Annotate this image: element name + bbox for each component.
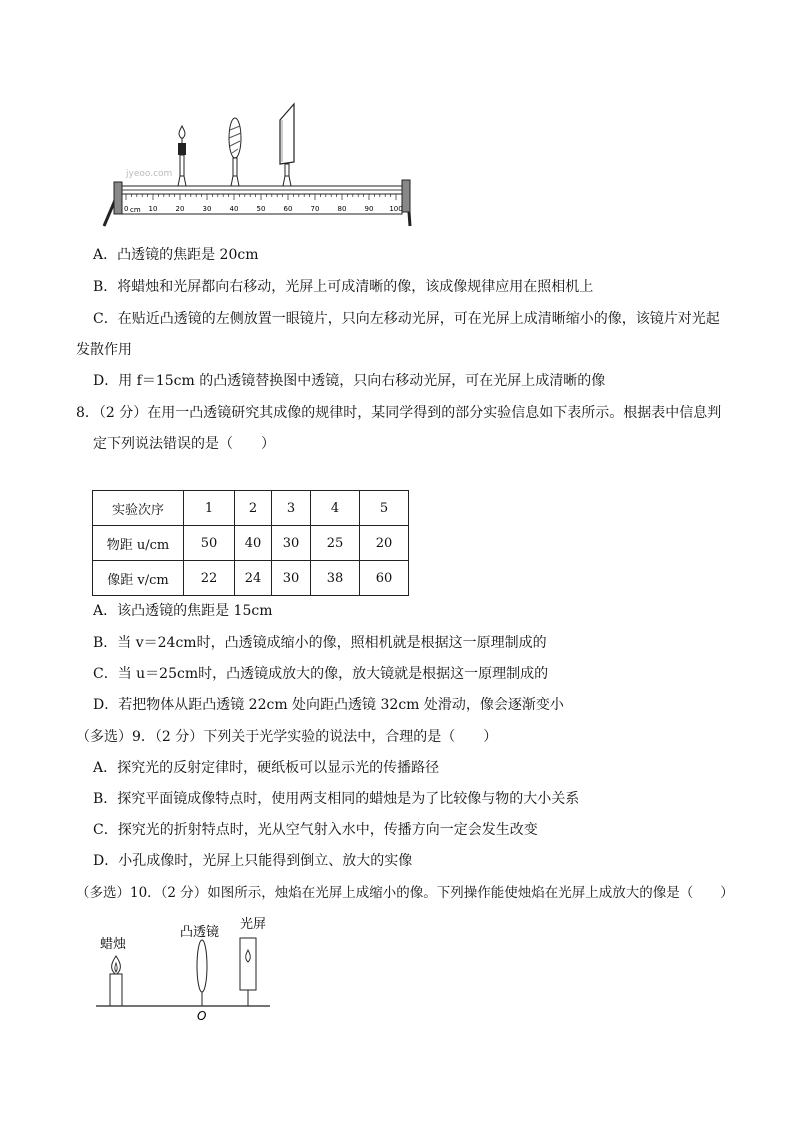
q7-option-d: D．用 f＝15cm 的凸透镜替换图中透镜，只向右移动光屏，可在光屏上成清晰的像: [93, 373, 606, 389]
table-header-cell: 实验次序: [93, 491, 184, 526]
screen-drawing: [240, 938, 256, 1006]
bench-left-block: [114, 182, 122, 214]
q9-option-a: A．探究光的反射定律时，硬纸板可以显示光的传播路径: [93, 760, 440, 776]
scale-tick-label: 70: [310, 205, 320, 213]
q7-option-b: B．将蜡烛和光屏都向右移动，光屏上可成清晰的像，该成像规律应用在照相机上: [93, 279, 594, 295]
light-screen: [280, 104, 294, 186]
lens-setup-figure: [94, 912, 274, 1024]
q9-option-d: D．小孔成像时，光屏上只能得到倒立、放大的实像: [93, 853, 413, 869]
table-cell: 22: [184, 561, 235, 596]
scale-tick-label: 20: [175, 205, 185, 213]
q8-stem-line1: 8．（2 分）在用一凸透镜研究其成像的规律时，某同学得到的部分实验信息如下表所示。根据表中信息判: [76, 405, 722, 421]
watermark: jyeoo.com: [126, 169, 173, 179]
table-cell: 50: [184, 526, 235, 561]
scale-tick-label: 50: [256, 205, 266, 213]
candle: [178, 126, 186, 186]
q9-option-b: B．探究平面镜成像特点时，使用两支相同的蜡烛是为了比较像与物的大小关系: [93, 791, 580, 807]
q10-stem: （多选）10．（2 分）如图所示，烛焰在光屏上成缩小的像。下列操作能使烛焰在光屏上成放大的像是（ ）: [76, 885, 734, 901]
table-header-cell: 像距 v/cm: [93, 561, 184, 596]
q8-stem-line2: 定下列说法错误的是（ ）: [93, 436, 275, 452]
q8-option-c: C．当 u＝25cm时，凸透镜成放大的像，放大镜就是根据这一原理制成的: [93, 666, 549, 682]
table-cell: 24: [235, 561, 272, 596]
table-row: [93, 491, 409, 526]
q8-option-b: B．当 v＝24cm时，凸透镜成缩小的像，照相机就是根据这一原理制成的: [93, 635, 547, 651]
table-cell: 20: [360, 526, 409, 561]
scale-unit: cm: [130, 206, 141, 214]
q8-option-a: A．该凸透镜的焦距是 15cm: [93, 603, 273, 619]
experiment-data-table: [92, 490, 409, 596]
table-header-cell: 物距 u/cm: [93, 526, 184, 561]
q7-option-c: C．在贴近凸透镜的左侧放置一眼镜片，只向左移动光屏，可在光屏上成清晰缩小的像，该镜片对光起: [93, 311, 720, 327]
q8-option-d: D．若把物体从距凸透镜 22cm 处向距凸透镜 32cm 处滑动，像会逐渐变小: [93, 697, 564, 713]
candle-label: 蜡烛: [100, 937, 127, 952]
candle-drawing: [110, 956, 122, 1006]
table-cell: 38: [311, 561, 360, 596]
q7-option-c-cont: 发散作用: [76, 342, 132, 358]
scale-tick-label: 60: [283, 205, 293, 213]
lens-center-label: O: [197, 1009, 207, 1023]
table-cell: 1: [184, 491, 235, 526]
table-cell: 3: [272, 491, 311, 526]
table-row: [93, 561, 409, 596]
scale-tick-label: 80: [337, 205, 347, 213]
table-cell: 2: [235, 491, 272, 526]
table-cell: 30: [272, 526, 311, 561]
scale-tick-label: 0: [124, 205, 129, 213]
scale-tick-label: 90: [364, 205, 374, 213]
table-cell: 60: [360, 561, 409, 596]
screen-label: 光屏: [240, 917, 267, 932]
convex-lens: [229, 118, 241, 186]
scale-tick-label: 100: [389, 205, 403, 213]
scale-tick-label: 30: [202, 205, 212, 213]
q9-stem: （多选）9．（2 分）下列关于光学实验的说法中，合理的是（ ）: [76, 729, 498, 745]
q7-option-a: A．凸透镜的焦距是 20cm: [93, 247, 259, 263]
table-cell: 25: [311, 526, 360, 561]
table-cell: 40: [235, 526, 272, 561]
table-row: [93, 526, 409, 561]
table-cell: 5: [360, 491, 409, 526]
scale-tick-label: 10: [148, 205, 158, 213]
optical-bench-figure: [96, 100, 412, 232]
q9-option-c: C．探究光的折射特点时，光从空气射入水中，传播方向一定会发生改变: [93, 822, 538, 838]
table-cell: 4: [311, 491, 360, 526]
lens-drawing: [197, 940, 207, 1006]
lens-label: 凸透镜: [180, 925, 220, 940]
scale-tick-label: 40: [229, 205, 239, 213]
table-cell: 30: [272, 561, 311, 596]
bench-right-block: [402, 180, 410, 212]
